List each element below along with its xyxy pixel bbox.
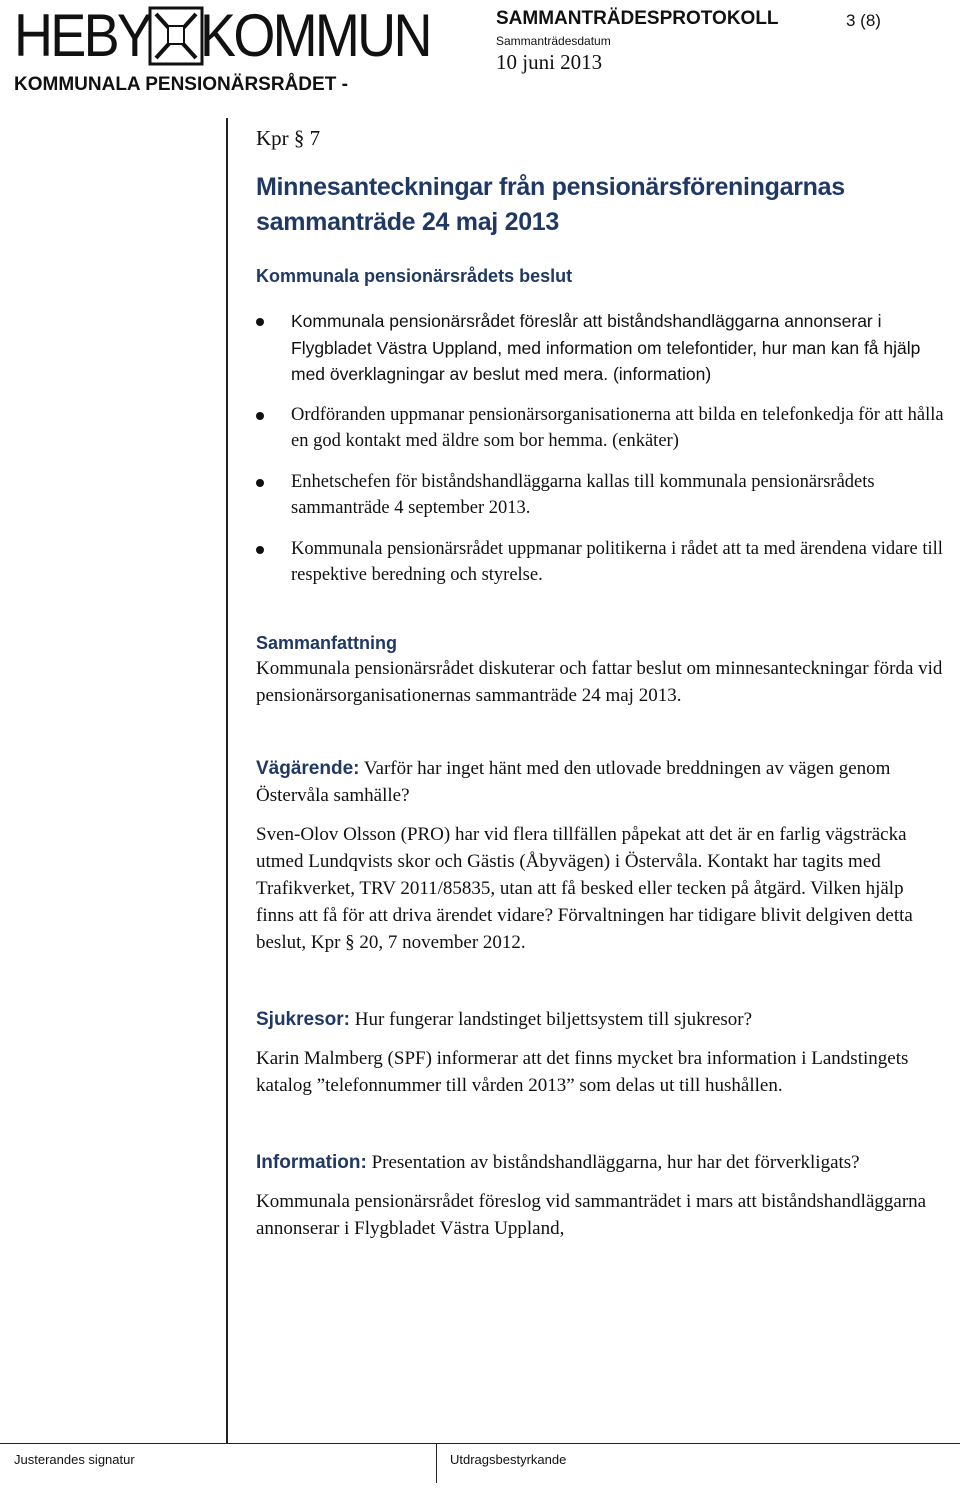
bullet-icon [256,412,264,420]
bullet-icon [256,546,264,554]
decision-item [256,308,946,388]
topic-answer: Karin Malmberg (SPF) informerar att det finns mycket bra information i Landstingets katalog ”telefonnummer till vården 2013” som delas ut till hushållen. [256,1047,909,1096]
signature-label: Justerandes signatur [14,1452,135,1467]
bullet-icon [256,318,264,326]
topic-question [256,1149,946,1176]
page-number: 3 (8) [846,11,881,30]
decision-item-text: Kommunala pensionärsrådet föreslår att biståndshandläggarna annonserar i Flygbladet Västra Uppland, med information om telefontider, hur man kan få hjälp med överklagningar av beslut med mera. (information) [291,311,921,384]
topic-question-text: Varför har inget hänt med den utlovade breddningen av vägen genom Östervåla samhälle? [256,757,891,806]
margin-divider [226,118,228,1443]
municipal-crest-icon [148,6,204,66]
topic-question [256,1006,946,1033]
extract-label: Utdragsbestyrkande [450,1452,567,1467]
topic-label: Sjukresor: [256,1008,350,1030]
decision-item [256,536,946,589]
decision-item-text: Enhetschefen för biståndshandläggarna kallas till kommunala pensionärsrådets sammanträde 4 september 2013. [291,471,875,518]
decision-item [256,402,946,455]
topic-question-text: Presentation av biståndshandläggarna, hur har det förverkligats? [366,1151,860,1173]
heby-kommun-logo [14,2,430,69]
board-name: KOMMUNALA PENSIONÄRSRÅDET - [14,74,348,95]
paragraph-number: Kpr § 7 [256,126,321,150]
decision-item-text: Ordföranden uppmanar pensionärsorganisationerna att bilda en telefonkedja för att hålla en god kontakt med äldre som bor hemma. (enkäter) [291,404,944,451]
decision-heading: Kommunala pensionärsrådets beslut [256,266,573,286]
section-title: Minnesanteckningar från pensionärsföreningarnas sammanträde 24 maj 2013 [256,173,845,236]
decision-item-text: Kommunala pensionärsrådet uppmanar politikerna i rådet att ta med ärendena vidare till respektive beredning och styrelse. [291,538,943,585]
topic-answer: Kommunala pensionärsrådet föreslog vid sammanträdet i mars att biståndshandläggarna annonserar i Flygbladet Västra Uppland, [256,1190,927,1239]
topic-question-text: Hur fungerar landstinget biljettsystem till sjukresor? [349,1008,753,1030]
summary-heading: Sammanfattning [256,632,398,653]
summary-text: Kommunala pensionärsrådet diskuterar och fattar beslut om minnesanteckningar förda vid pensionärsorganisationernas sammanträde 24 maj 2013. [256,657,943,706]
date-label: Sammanträdesdatum [496,34,611,48]
topic-answer: Sven-Olov Olsson (PRO) har vid flera tillfällen påpekat att det är en farlig vägsträcka utmed Lundqvists skor och Gästis (Åbyvägen) i Östervåla. Kontakt har tagits med Trafikverket, TRV 2011/85835, utan att få besked eller tecken på åtgärd. Vilken hjälp finns att få för att driva ärendet vidare? Förvaltningen har tidigare blivit delgiven detta beslut, Kpr § 20, 7 november 2012. [256,823,913,953]
topic-question [256,755,946,809]
footer-rule [0,1443,960,1444]
logo-text-heby: HEBY [14,2,151,69]
topic-label: Information: [256,1151,367,1173]
topic-label: Vägärende: [256,757,360,779]
decision-item [256,469,946,522]
footer-divider [436,1443,437,1483]
document-type: SAMMANTRÄDESPROTOKOLL [496,8,779,29]
protocol-section [256,124,946,1242]
decision-list [256,308,946,589]
logo-text-kommun: KOMMUN [200,2,430,69]
meeting-date: 10 juni 2013 [496,50,603,74]
bullet-icon [256,479,264,487]
